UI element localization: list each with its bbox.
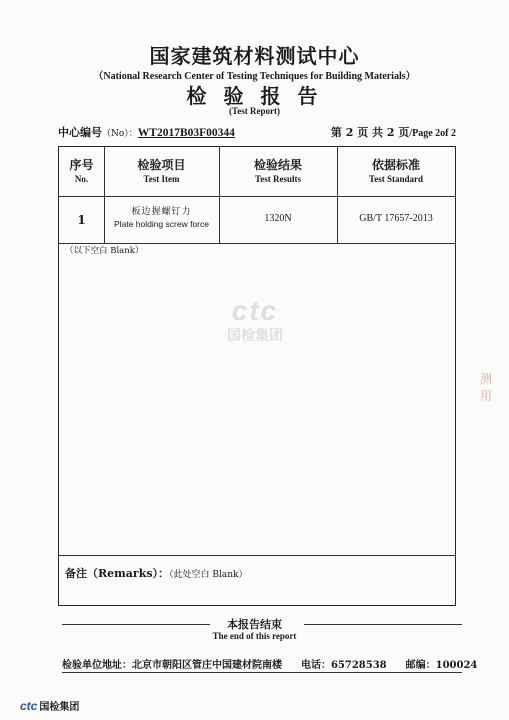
header-divider <box>59 196 455 197</box>
ctc-logo <box>20 698 79 713</box>
blank-note: （以下空白 Blank） <box>65 246 144 256</box>
organization-name-en: （National Research Center of Testing Techniques for Building Materials） <box>93 71 416 82</box>
remarks-text: （此处空白 Blank） <box>169 570 248 580</box>
footer-postcode: 邮编：100024 <box>405 660 478 671</box>
header-test-standard-en: Test Standard <box>369 174 423 184</box>
header-test-item <box>104 157 219 185</box>
center-number <box>58 124 235 140</box>
header-test-results-cn: 检验结果 <box>253 158 302 172</box>
page-indicator-en: /Page 2of 2 <box>409 128 456 139</box>
watermark <box>200 295 310 345</box>
side-seal-stamp <box>480 370 506 460</box>
row-1-test-item <box>104 206 219 230</box>
row-1-test-item-en: Plate holding screw force <box>114 219 209 229</box>
footer-rule <box>62 672 462 673</box>
header-test-results-en: Test Results <box>255 174 301 184</box>
end-of-report-en: The end of this report <box>212 631 297 641</box>
header-test-standard-cn: 依据标准 <box>371 158 420 172</box>
footer-contact <box>62 656 478 671</box>
footer-phone: 电话：65728538 <box>300 660 387 671</box>
report-number: WT2017B03F00344 <box>137 127 235 139</box>
row-1-standard: GB/T 17657-2013 <box>359 213 433 224</box>
side-seal-stamp-text: 测 用 <box>480 372 493 403</box>
header-no-en: No. <box>74 174 89 184</box>
logo-name: 国检集团 <box>39 702 80 713</box>
end-of-report-cn: 本报告结束 <box>227 618 282 631</box>
header-no-cn: 序号 <box>69 158 94 172</box>
page-indicator <box>331 124 456 140</box>
report-title-en: (Test Report) <box>229 106 280 116</box>
report-title-cn: 检 验 报 告 <box>186 84 323 108</box>
row-1-no: 1 <box>77 213 86 227</box>
footer-address: 检验单位地址：北京市朝阳区管庄中国建材院南楼 <box>62 660 282 671</box>
remarks <box>65 565 248 581</box>
header-no <box>59 157 104 185</box>
organization-name-cn: 国家建筑材料测试中心 <box>149 44 360 68</box>
header-test-standard <box>337 157 455 185</box>
center-number-label: 中心编号 <box>58 126 102 139</box>
page-indicator-cn: 第 2 页 共 2 页 <box>330 126 410 139</box>
results-table-frame <box>58 146 456 606</box>
remarks-divider <box>59 555 455 556</box>
header-test-results <box>219 157 337 185</box>
row-1-result: 1320N <box>264 213 292 224</box>
remarks-label: 备注（Remarks）： <box>65 567 170 580</box>
header-test-item-cn: 检验项目 <box>137 158 186 172</box>
header-test-item-en: Test Item <box>143 174 180 184</box>
watermark-logo-mark: ctc <box>231 295 279 326</box>
row-1-test-item-cn: 板边握螺钉力 <box>131 207 192 217</box>
logo-mark: ctc <box>20 698 38 713</box>
center-number-label-paren: （No）： <box>102 129 138 139</box>
watermark-logo-name: 国检集团 <box>227 328 283 344</box>
